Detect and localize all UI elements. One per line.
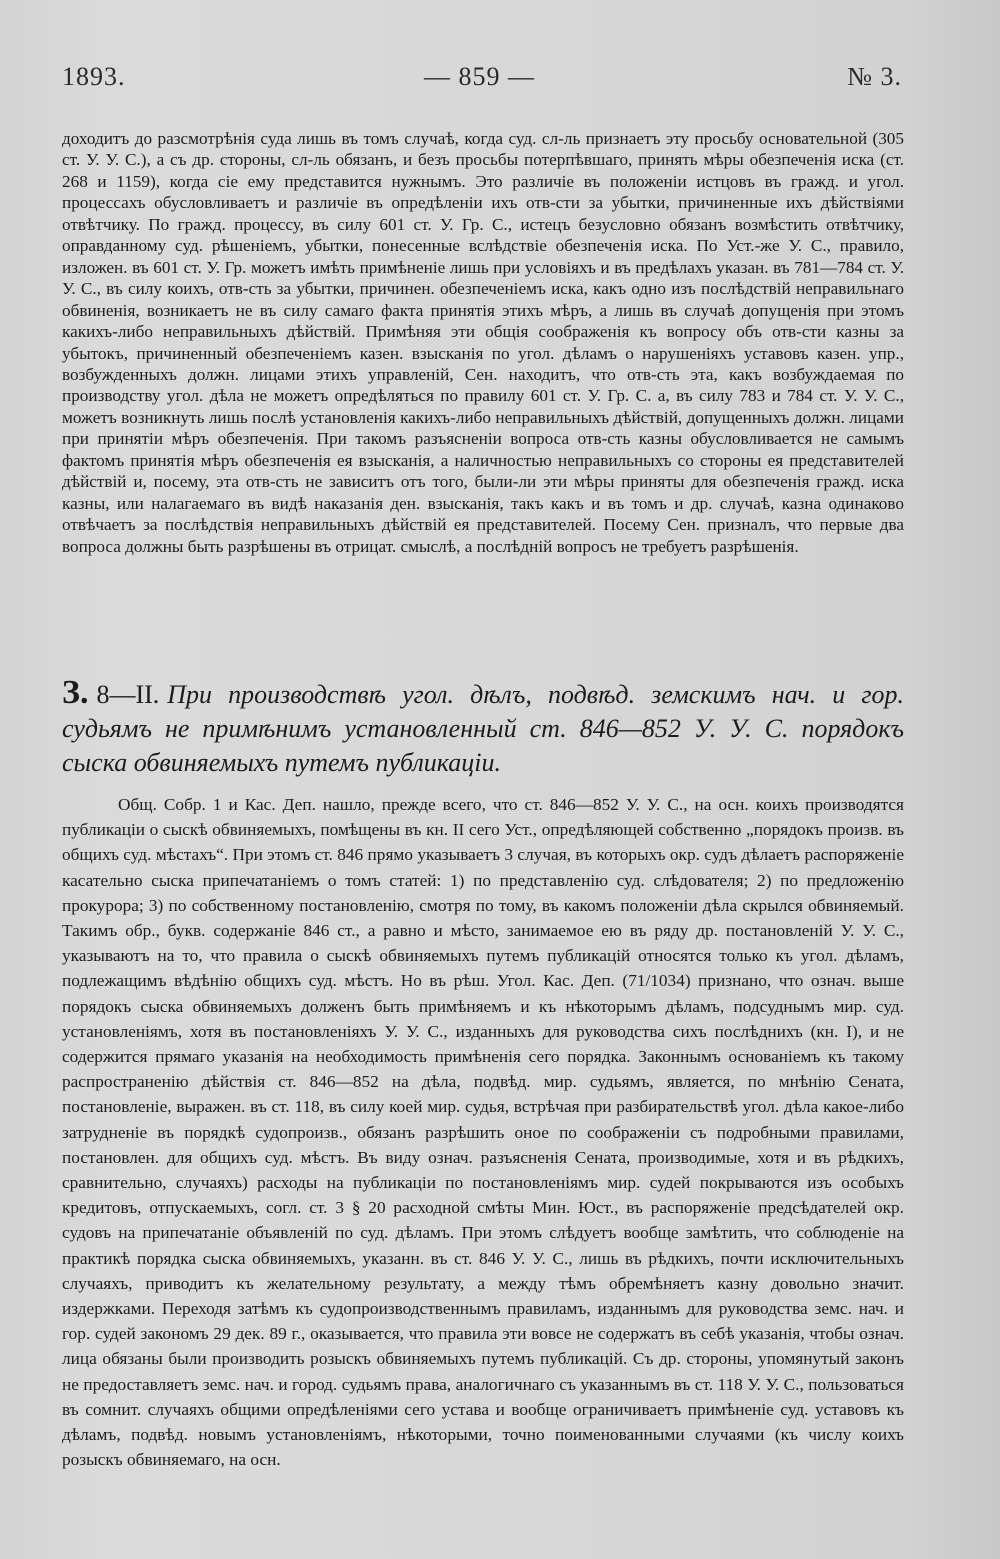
header-page-number: — 859 — bbox=[424, 62, 535, 91]
decision-body bbox=[62, 792, 904, 1472]
header-year: 1893. bbox=[62, 62, 126, 91]
decision-body-paragraph: Общ. Собр. 1 и Кас. Деп. нашло, прежде всего, что ст. 846—852 У. У. С., на осн. коихъ производятся публикаціи о сыскѣ обвиняемыхъ, помѣщены въ кн. II сего Уст., опредѣляющей собственно „порядокъ произв. въ общихъ суд. мѣстахъ“. При этомъ ст. 846 прямо указываетъ 3 случая, въ которыхъ окр. судъ дѣлаетъ распоряженіе касательно сыска припечатаніемъ о томъ статей: 1) по представленію суд. слѣдователя; 2) по предложенію прокурора; 3) по собственному постановленію, смотря по тому, въ какомъ положеніи дѣла скрылся обвиняемый. Такимъ обр., букв. содержаніе 846 ст., а равно и мѣсто, занимаемое ею въ ряду др. постановленій У. У. С., указываютъ на то, что правила о сыскѣ обвиняемыхъ путемъ публикацій относятся только къ угол. дѣламъ, подлежащимъ вѣдѣнію общихъ суд. мѣстъ. Но въ рѣш. Угол. Кас. Деп. (71/1034) признано, что означ. выше порядокъ сыска обвиняемыхъ долженъ быть примѣняемъ и къ нѣкоторымъ дѣламъ, подсуднымъ мир. суд. установленіямъ, хотя въ постановленіяхъ У. У. С., изданныхъ для руководства сихъ послѣднихъ (кн. I), и не содержится прямаго указанія на необходимость примѣненія сего порядка. Законнымъ основаніемъ къ такому распространенію дѣйствія ст. 846—852 на дѣла, подвѣд. мир. судьямъ, является, по мнѣнію Сената, постановленіе, выражен. въ ст. 118, въ силу коей мир. судья, встрѣчая при разбирательствѣ угол. дѣла какое-либо затрудненіе въ порядкѣ судопроизв., обязанъ разрѣшить оное по соображеніи съ подробными правилами, постановлен. для общихъ суд. мѣстъ. Въ виду означ. разъясненія Сената, производимые, хотя и въ рѣдкихъ, сравнительно, случаяхъ) расходы на публикаціи по постановленіямъ мир. судей покрываются изъ особыхъ кредитовъ, отпускаемыхъ, согл. ст. 3 § 20 расходной смѣты Мин. Юст., въ распоряженіе предсѣдателей окр. судовъ на припечатаніе объявленій по суд. дѣламъ. При этомъ слѣдуетъ вообще замѣтить, что соблюденіе на практикѣ порядка сыска обвиняемыхъ, указанн. въ ст. 846 У. У. С., лишь въ рѣдкихъ, почти исключительныхъ случаяхъ, приводитъ къ желательному результату, а между тѣмъ обремѣняетъ казну довольно значит. издержками. Переходя затѣмъ къ судопроизводственнымъ правиламъ, изданнымъ для руководства земс. нач. и гор. судей закономъ 29 дек. 89 г., оказывается, что правила эти вовсе не содержатъ въ себѣ указанія, чтобы означ. лица обязаны были производить розыскъ обвиняемыхъ путемъ публикацій. Съ др. стороны, упомянутый законъ не предоставляетъ земс. нач. и город. судьямъ права, аналогичнаго съ указаннымъ въ ст. 118 У. У. С., пользоваться въ сомнит. случаяхъ общими опредѣленіями сего устава и вообще ограничиваетъ примѣненіе суд. уставовъ къ дѣламъ, подвѣд. новымъ установленіямъ, нѣкоторыми, точно поименованными случаями (къ числу коихъ розыскъ обвиняемаго, на осн. bbox=[62, 795, 904, 1470]
header-issue-number: № 3. bbox=[847, 62, 902, 91]
decision-mark: З. bbox=[62, 674, 89, 711]
decision-number: 8—II. bbox=[96, 680, 160, 709]
page-header bbox=[62, 62, 902, 98]
decision-heading bbox=[62, 676, 904, 780]
decision-title: При производствѣ угол. дѣлъ, подвѣд. земскимъ нач. и гор. судьямъ не примѣнимъ установленный ст. 846—852 У. У. С. порядокъ сыска обвиняемыхъ путемъ публикаціи. bbox=[62, 680, 904, 777]
previous-decision-ending bbox=[62, 128, 904, 557]
previous-decision-paragraph: доходитъ до разсмотрѣнія суда лишь въ томъ случаѣ, когда суд. сл-ль признаетъ эту просьбу основательной (305 ст. У. У. С.), а съ др. стороны, сл-ль обязанъ, и безъ просьбы потерпѣвшаго, принять мѣры обезпеченія иска (ст. 268 и 1159), когда сіе ему представится нужнымъ. Это различіе въ положеніи истцовъ въ гражд. и угол. процессахъ обусловливаетъ и различіе въ опредѣленіи ихъ отв-сти за убытки, причиненные ихъ дѣйствіями отвѣтчику. По гражд. процессу, въ силу 601 ст. У. Гр. С., истецъ безусловно обязанъ возмѣстить отвѣтчику, оправданному суд. рѣшеніемъ, убытки, понесенные вслѣдствіе обезпеченія иска. По Уст.-же У. С., правило, изложен. въ 601 ст. У. Гр. можетъ имѣть примѣненіе лишь при условіяхъ и въ предѣлахъ указан. въ 781—784 ст. У. У. С., въ силу коихъ, отв-сть за убытки, причинен. обезпеченіемъ иска, какъ одно изъ послѣдствій неправильнаго обвиненія, возникаетъ не въ силу самаго факта принятія этихъ мѣръ, а лишь въ случаѣ допущенія при этомъ какихъ-либо неправильныхъ дѣйствій. Примѣняя эти общія соображенія къ вопросу объ отв-сти казны за убытокъ, причиненный обезпеченіемъ казен. взысканія по угол. дѣламъ о нарушеніяхъ уставовъ казен. упр., возбужденныхъ должн. лицами этихъ управленій, Сен. находитъ, что отв-сть эта, какъ возбуждаемая по производству угол. дѣла не можетъ опредѣляться по правилу 601 ст. У. Гр. С. а, въ силу 783 и 784 ст. У. У. С., можетъ возникнуть лишь послѣ установленія какихъ-либо неправильныхъ дѣйствій, допущенныхъ должн. лицами при принятіи мѣръ обезпеченія. При такомъ разъясненіи вопроса отв-сть казны обусловливается не самымъ фактомъ принятія мѣръ обезпеченія ея взысканія, а наличностью неправильныхъ со стороны ея представителей дѣйствій и, посему, эта отв-сть не зависитъ отъ того, были-ли эти мѣры приняты для обезпеченія гражд. иска казны, или налагаемаго въ видѣ наказанія ден. взысканія, такъ какъ и въ томъ и др. случаѣ, казна одинаково отвѣчаетъ за послѣдствія неправильныхъ дѣйствій ея представителей. Посему Сен. призналъ, что первые два вопроса должны быть разрѣшены въ отрицат. смыслѣ, а послѣдній вопросъ не требуетъ разрѣшенія. bbox=[62, 129, 904, 556]
